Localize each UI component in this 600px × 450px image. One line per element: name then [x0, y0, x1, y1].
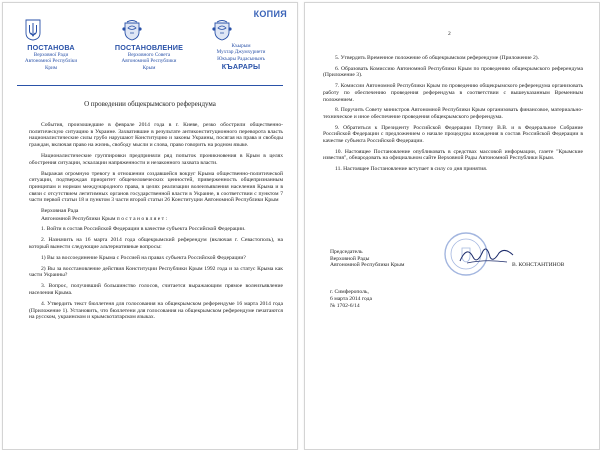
- header-divider: [17, 85, 283, 86]
- preamble-paragraph: Выражая огромную тревогу в отношении создавшейся вокруг Крыма общественно-политической ситуации, подтверждая приоритет общечеловеческих ценностей, приверженность общепризнанным принципам и нормам международного права, в целях реализации волеизъявления населения Крыма и в связи с отсутствием легитимных органов государственной власти в Украине, в соответствии с пунктом 7 части первой статьи 18 и пунктом 3 части второй статьи 26 Конституции Автономной Республики Крым: [29, 170, 283, 204]
- resolver-line: Верховная Рада: [41, 208, 79, 215]
- resolution-point: 3. Вопрос, получивший большинство голосов, считается выражающим прямое волеизъявление населения Крыма.: [29, 283, 283, 297]
- crimea-coat-of-arms-icon: [122, 19, 142, 41]
- page-2: [304, 2, 600, 450]
- resolver-line: Автономной Республики Крым п о с т а н о в л я е т :: [41, 215, 168, 222]
- resolution-point: 10. Настоящее Постановление опубликовать в средствах массовой информации, газете "Крымские известия", обнародовать на официальном сайте Верховной Рады Автономной Республики Крым.: [323, 148, 583, 162]
- left-page-body: [29, 122, 283, 325]
- header-russian: ПОСТАНОВЛЕНИЕ Верховного Совета Автономной Республики Крым: [114, 43, 184, 71]
- copy-label: КОПИЯ: [253, 9, 287, 19]
- resolution-point: 2) Вы за восстановление действия Конституции Республики Крым 1992 года и за статус Крыма как части Украины?: [29, 265, 283, 279]
- signatory-name: В. КОНСТАНТИНОВ: [512, 262, 565, 269]
- letterhead: [3, 9, 297, 87]
- resolution-point: 1. Войти в состав Российской Федерации в качестве субъекта Российской Федерации.: [41, 226, 246, 233]
- preamble-paragraph: Националистические группировки предприняли ряд попыток проникновения в Крым в целях обострения ситуации, эскалации напряженности и незаконного захвата власти.: [29, 153, 283, 166]
- resolution-point: 2. Назначить на 16 марта 2014 года общекрымский референдум (включая г. Севастополь), на который вынести следующие альтернативные вопросы:: [29, 237, 283, 250]
- place-and-date: г. Симферополь, 6 марта 2014 года № 1702-6/14: [330, 289, 373, 309]
- right-page-body: [323, 55, 583, 177]
- resolution-point: 6. Образовать Комиссию Автономной Республики Крым по проведению общекрымского референдума (Приложение 3).: [323, 65, 583, 79]
- resolution-point: 5. Утвердить Временное положение об общекрымском референдуме (Приложение 2).: [335, 55, 540, 61]
- header-ukrainian: ПОСТАНОВА Верховної Ради Автономної Республіки Крим: [24, 43, 78, 71]
- signature-block: Председатель Верховной Рады Автономной Республики Крым В. КОНСТАНТИНОВ: [330, 249, 565, 269]
- page-number: 2: [448, 31, 451, 37]
- trident-emblem-icon: [25, 19, 41, 41]
- document-title: О проведении общекрымского референдума: [84, 100, 216, 108]
- resolution-point: 8. Поручить Совету министров Автономной Республики Крым организовать финансовое, материально-техническое и иное обеспечение проведения общекрымского референдума.: [323, 107, 583, 120]
- resolution-point: 1) Вы за воссоединение Крыма с Россией на правах субъекта Российской Федерации?: [41, 254, 246, 261]
- resolution-point: 9. Обратиться к Президенту Российской Федерации Путину В.В. и в Федеральное Собрание Российской Федерации с предложением о начале процедуры вхождения в состав Российской Федерации в качестве субъекта Российской Федерации.: [323, 124, 583, 145]
- crimea-coat-of-arms-icon: [212, 19, 232, 41]
- header-crimean-tatar: Къырым Мухтар Джумхуриети Юкъары Радасынынъ КЪАРАРЫ: [216, 43, 266, 72]
- preamble-paragraph: События, произошедшие в феврале 2014 года в г. Киеве, резко обострили общественно-политическую ситуацию в Украине. Захватившие в результате антиконституционного переворота власть националистические силы грубо нарушают Конституцию и законы Украины, посягая на права и свободы граждан, включая право на жизнь, свободу мысли и слова, право говорить на родном языке.: [29, 122, 283, 149]
- resolution-point: 4. Утвердить текст бюллетеня для голосования на общекрымском референдуме 16 марта 2014 года (Приложение 1). Установить, что бюллетени для голосования на общекрымском референдуме печатаются на русском, украинском и крымскотатарском языках.: [29, 300, 283, 321]
- resolution-point: 11. Настоящее Постановление вступает в силу со дня принятия.: [335, 166, 488, 173]
- resolution-point: 7. Комиссии Автономной Республики Крым по проведению общекрымского референдума организовать работу по обеспечению проведения референдума в соответствии с вышеуказанным Временным положением.: [323, 83, 583, 103]
- page-1: [2, 2, 298, 450]
